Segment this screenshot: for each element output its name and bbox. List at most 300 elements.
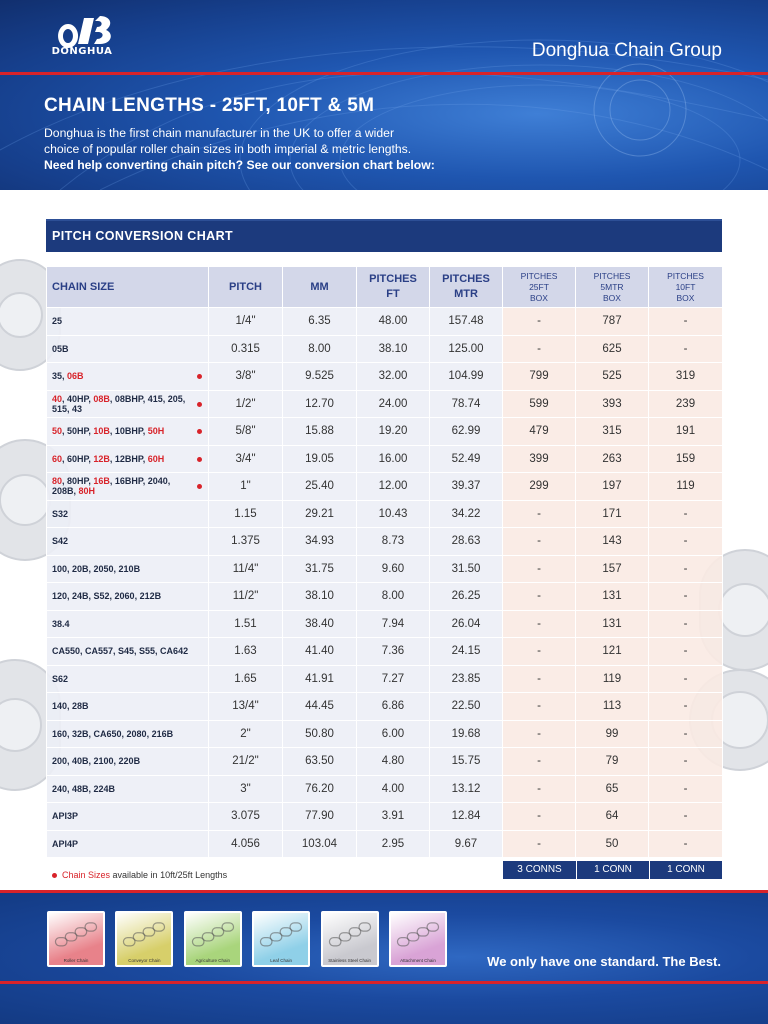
- chain-size-text: [52, 811, 208, 821]
- col-header-pitches-10ft-box: [649, 267, 723, 308]
- chain-size-highlight: 40: [52, 393, 63, 404]
- cell-b10: -: [649, 830, 723, 858]
- cell-mtr: 15.75: [430, 748, 503, 776]
- cell-mm: 6.35: [283, 308, 357, 336]
- cell-b5: 625: [576, 335, 649, 363]
- table-row: [47, 363, 723, 391]
- chain-size-highlight: 12B: [93, 453, 110, 464]
- col-header-25ft-line2: 25FT: [529, 281, 549, 292]
- cell-b10: 119: [649, 473, 723, 501]
- cell-b25: -: [503, 748, 576, 776]
- chain-link-icon: [359, 923, 371, 931]
- cell-pitch: 3": [209, 775, 283, 803]
- cell-b10: -: [649, 528, 723, 556]
- cell-mtr: 125.00: [430, 335, 503, 363]
- intro-line-2: choice of popular roller chain sizes in both imperial & metric lengths.: [44, 142, 412, 156]
- chain-size-text: [52, 646, 208, 656]
- chain-size-text: [52, 426, 208, 436]
- cell-chain-size: [47, 803, 209, 831]
- cell-pitch: 3/8": [209, 363, 283, 391]
- col-header-25ft-line3: BOX: [530, 292, 548, 303]
- cell-ft: 3.91: [357, 803, 430, 831]
- cell-b5: 263: [576, 445, 649, 473]
- cell-b25: -: [503, 610, 576, 638]
- cell-ft: 10.43: [357, 500, 430, 528]
- cell-mtr: 78.74: [430, 390, 503, 418]
- cell-ft: 6.00: [357, 720, 430, 748]
- cell-chain-size: [47, 583, 209, 611]
- chain-size-part: 100, 20B, 2050, 210B: [52, 563, 141, 574]
- cell-pitch: 1.15: [209, 500, 283, 528]
- cell-mtr: 24.15: [430, 638, 503, 666]
- cell-chain-size: [47, 830, 209, 858]
- cell-b10: -: [649, 720, 723, 748]
- col-header-pitches-ft-line1: PITCHES: [369, 273, 417, 285]
- cell-mm: 38.40: [283, 610, 357, 638]
- conns-5mtr: 1 CONN: [577, 861, 649, 879]
- cell-mm: 50.80: [283, 720, 357, 748]
- chain-size-text: [52, 344, 208, 354]
- chain-size-text: [52, 509, 208, 519]
- chain-size-part: 35,: [52, 371, 68, 382]
- cell-chain-size: [47, 555, 209, 583]
- product-thumbnail-label: Leaf Chain: [270, 958, 293, 963]
- cell-b5: 119: [576, 665, 649, 693]
- col-header-chain-size: CHAIN SIZE: [47, 267, 209, 308]
- cell-b10: -: [649, 308, 723, 336]
- chain-size-highlight: 16B: [93, 476, 110, 487]
- cell-b5: 315: [576, 418, 649, 446]
- cell-mtr: 157.48: [430, 308, 503, 336]
- chain-size-text: [52, 476, 208, 496]
- chain-link-icon: [153, 923, 165, 931]
- col-header-pitches-mtr-line2: MTR: [454, 288, 478, 300]
- cell-b5: 143: [576, 528, 649, 556]
- cell-pitch: 1": [209, 473, 283, 501]
- chain-size-highlight: 80: [52, 476, 63, 487]
- cell-ft: 8.73: [357, 528, 430, 556]
- chain-size-highlight: 80H: [78, 486, 96, 497]
- logo-text: DONGHUA: [51, 46, 113, 57]
- cell-b5: 65: [576, 775, 649, 803]
- cell-chain-size: [47, 363, 209, 391]
- col-header-pitches-mtr: [430, 267, 503, 308]
- chain-link-icon: [290, 923, 302, 931]
- cell-pitch: 1.65: [209, 665, 283, 693]
- chain-size-highlight: 50: [52, 426, 63, 437]
- cell-mtr: 23.85: [430, 665, 503, 693]
- chain-size-text: [52, 316, 208, 326]
- chain-size-text: [52, 756, 208, 766]
- chain-size-part: CA550, CA557, S45, S55, CA642: [52, 646, 189, 657]
- cell-mm: 31.75: [283, 555, 357, 583]
- cell-chain-size: [47, 473, 209, 501]
- cell-pitch: 4.056: [209, 830, 283, 858]
- cell-b25: -: [503, 335, 576, 363]
- col-header-pitches-mtr-line1: PITCHES: [442, 273, 490, 285]
- col-header-10ft-line3: BOX: [676, 292, 695, 303]
- cell-b25: -: [503, 830, 576, 858]
- cell-chain-size: [47, 748, 209, 776]
- cell-chain-size: [47, 610, 209, 638]
- table-row: [47, 720, 723, 748]
- cell-pitch: 11/4": [209, 555, 283, 583]
- product-thumbnail[interactable]: [389, 911, 447, 967]
- cell-ft: 7.94: [357, 610, 430, 638]
- cell-ft: 24.00: [357, 390, 430, 418]
- cell-ft: 7.27: [357, 665, 430, 693]
- cell-b25: 399: [503, 445, 576, 473]
- cell-b25: -: [503, 308, 576, 336]
- cell-b5: 99: [576, 720, 649, 748]
- cell-b5: 121: [576, 638, 649, 666]
- cell-chain-size: [47, 665, 209, 693]
- cell-mtr: 34.22: [430, 500, 503, 528]
- cell-mm: 38.10: [283, 583, 357, 611]
- cell-b25: -: [503, 528, 576, 556]
- product-thumbnail[interactable]: [47, 911, 105, 967]
- table-row: [47, 610, 723, 638]
- chain-size-highlight: 60H: [147, 453, 165, 464]
- chain-link-icon: [427, 923, 439, 931]
- cell-mm: 44.45: [283, 693, 357, 721]
- pitch-conversion-table: [46, 266, 723, 858]
- cell-chain-size: [47, 335, 209, 363]
- intro-text: [44, 125, 564, 173]
- cell-chain-size: [47, 693, 209, 721]
- cell-b10: -: [649, 775, 723, 803]
- cell-b10: -: [649, 638, 723, 666]
- cell-mm: 25.40: [283, 473, 357, 501]
- cell-mtr: 52.49: [430, 445, 503, 473]
- available-dot-icon: [197, 402, 202, 407]
- table-row: [47, 473, 723, 501]
- cell-pitch: 1/4": [209, 308, 283, 336]
- conns-10ft: 1 CONN: [650, 861, 722, 879]
- cell-ft: 4.00: [357, 775, 430, 803]
- cell-pitch: 0.315: [209, 335, 283, 363]
- table-row: [47, 390, 723, 418]
- chain-size-part: , 12BHP,: [109, 453, 148, 464]
- chart-heading-bar: [46, 219, 722, 252]
- cell-b5: 157: [576, 555, 649, 583]
- table-row: [47, 445, 723, 473]
- table-row: [47, 748, 723, 776]
- chain-size-text: [52, 564, 208, 574]
- header-red-line: [0, 72, 768, 75]
- cell-mm: 41.40: [283, 638, 357, 666]
- chain-size-part: 25: [52, 316, 63, 327]
- product-thumbnail-label: Conveyor Chain: [128, 958, 161, 963]
- cell-mtr: 12.84: [430, 803, 503, 831]
- table-row: [47, 693, 723, 721]
- chain-size-part: 05B: [52, 343, 69, 354]
- cell-ft: 16.00: [357, 445, 430, 473]
- cell-chain-size: [47, 775, 209, 803]
- legend-note: [52, 870, 227, 880]
- conns-25ft: 3 CONNS: [503, 861, 576, 879]
- cell-pitch: 1/2": [209, 390, 283, 418]
- cell-mm: 77.90: [283, 803, 357, 831]
- chain-size-text: [52, 371, 208, 381]
- cell-ft: 7.36: [357, 638, 430, 666]
- cell-chain-size: [47, 720, 209, 748]
- cell-b10: -: [649, 583, 723, 611]
- chain-size-text: [52, 784, 208, 794]
- table-row: [47, 335, 723, 363]
- cell-b10: 191: [649, 418, 723, 446]
- cell-ft: 12.00: [357, 473, 430, 501]
- cell-b5: 525: [576, 363, 649, 391]
- product-thumbnail-label: Stainless Steel Chain: [328, 958, 371, 963]
- product-thumbnail-label: Roller Chain: [63, 958, 89, 963]
- cell-b10: -: [649, 555, 723, 583]
- cell-mm: 41.91: [283, 665, 357, 693]
- cell-b5: 131: [576, 610, 649, 638]
- cell-mtr: 9.67: [430, 830, 503, 858]
- chain-product-icon: [186, 913, 240, 959]
- chain-product-icon: [117, 913, 171, 959]
- table-row: [47, 500, 723, 528]
- chain-size-highlight: 60: [52, 453, 63, 464]
- cell-mtr: 104.99: [430, 363, 503, 391]
- cell-b25: -: [503, 555, 576, 583]
- cell-mtr: 19.68: [430, 720, 503, 748]
- cell-ft: 48.00: [357, 308, 430, 336]
- cell-mm: 103.04: [283, 830, 357, 858]
- cell-ft: 19.20: [357, 418, 430, 446]
- chain-size-part: 200, 40B, 2100, 220B: [52, 756, 141, 767]
- cell-mtr: 39.37: [430, 473, 503, 501]
- cell-chain-size: [47, 445, 209, 473]
- chain-size-part: , 40HP,: [62, 393, 94, 404]
- chain-size-part: 120, 24B, S52, 2060, 212B: [52, 591, 162, 602]
- chain-size-part: API3P: [52, 811, 79, 822]
- cell-ft: 6.86: [357, 693, 430, 721]
- table-row: [47, 308, 723, 336]
- cell-mtr: 22.50: [430, 693, 503, 721]
- chain-size-part: , 08BHP, 415, 205, 515, 43: [52, 393, 186, 414]
- cell-pitch: 21/2": [209, 748, 283, 776]
- cell-b25: 479: [503, 418, 576, 446]
- col-header-pitches-25ft-box: [503, 267, 576, 308]
- col-header-25ft-line1: PITCHES: [520, 270, 558, 281]
- cell-b10: -: [649, 610, 723, 638]
- product-thumbnail-label: Attachment Chain: [400, 958, 436, 963]
- col-header-pitches-ft-line2: FT: [386, 288, 400, 300]
- cell-mm: 12.70: [283, 390, 357, 418]
- cell-mtr: 62.99: [430, 418, 503, 446]
- cell-b25: -: [503, 693, 576, 721]
- table-row: [47, 583, 723, 611]
- col-header-5mtr-line1: PITCHES: [593, 270, 631, 281]
- cell-b10: -: [649, 693, 723, 721]
- col-header-10ft-line2: 10FT: [675, 281, 696, 292]
- table-row: [47, 638, 723, 666]
- footer-banner: [0, 890, 768, 1024]
- cell-b5: 787: [576, 308, 649, 336]
- cell-b5: 171: [576, 500, 649, 528]
- chain-size-highlight: 08B: [93, 393, 110, 404]
- product-thumbnail[interactable]: [252, 911, 310, 967]
- table-row: [47, 803, 723, 831]
- table-row: [47, 665, 723, 693]
- col-header-5mtr-line3: BOX: [603, 292, 621, 303]
- table-row: [47, 555, 723, 583]
- cell-mtr: 26.04: [430, 610, 503, 638]
- chain-size-part: 140, 28B: [52, 701, 89, 712]
- chain-size-highlight: 06B: [67, 371, 84, 382]
- cell-mtr: 13.12: [430, 775, 503, 803]
- cell-ft: 2.95: [357, 830, 430, 858]
- footer-red-line-bottom: [0, 981, 768, 984]
- col-header-mm: MM: [283, 267, 357, 308]
- footer-red-line-top: [0, 890, 768, 893]
- cell-b10: -: [649, 500, 723, 528]
- available-dot-icon: [197, 457, 202, 462]
- cell-ft: 38.10: [357, 335, 430, 363]
- col-header-10ft-line1: PITCHES: [667, 270, 704, 281]
- cell-mm: 9.525: [283, 363, 357, 391]
- cell-b25: -: [503, 720, 576, 748]
- chain-size-part: , 50HP,: [62, 426, 94, 437]
- cell-mtr: 31.50: [430, 555, 503, 583]
- cell-b25: -: [503, 775, 576, 803]
- cell-chain-size: [47, 308, 209, 336]
- table-header-row: [47, 267, 723, 308]
- cell-pitch: 1.63: [209, 638, 283, 666]
- cell-b5: 50: [576, 830, 649, 858]
- table-row: [47, 830, 723, 858]
- cell-mtr: 26.25: [430, 583, 503, 611]
- chain-size-part: S42: [52, 536, 69, 547]
- chart-heading: PITCH CONVERSION CHART: [52, 229, 234, 243]
- chain-size-text: [52, 839, 208, 849]
- cell-mm: 29.21: [283, 500, 357, 528]
- product-thumbnail[interactable]: [321, 911, 379, 967]
- cell-b10: 159: [649, 445, 723, 473]
- table-row: [47, 775, 723, 803]
- chain-size-text: [52, 701, 208, 711]
- table-row: [47, 418, 723, 446]
- group-name: Donghua Chain Group: [531, 40, 722, 61]
- chain-size-part: , 60HP,: [62, 453, 94, 464]
- product-thumbnail-label: Agriculture Chain: [195, 958, 231, 963]
- tagline: We only have one standard. The Best.: [487, 954, 721, 969]
- cell-mtr: 28.63: [430, 528, 503, 556]
- cell-b10: -: [649, 665, 723, 693]
- cell-chain-size: [47, 500, 209, 528]
- chain-product-icon: [254, 913, 308, 959]
- cell-ft: 8.00: [357, 583, 430, 611]
- cell-chain-size: [47, 528, 209, 556]
- cell-b25: -: [503, 638, 576, 666]
- cell-ft: 32.00: [357, 363, 430, 391]
- product-thumbnail[interactable]: [115, 911, 173, 967]
- legend-dot-icon: [52, 873, 57, 878]
- cell-chain-size: [47, 390, 209, 418]
- cell-b25: -: [503, 803, 576, 831]
- cell-ft: 9.60: [357, 555, 430, 583]
- chain-link-icon: [222, 923, 234, 931]
- cell-mm: 63.50: [283, 748, 357, 776]
- chain-size-text: [52, 454, 208, 464]
- chain-size-part: S32: [52, 508, 69, 519]
- chain-size-part: , 80HP,: [62, 476, 94, 487]
- cell-b25: 599: [503, 390, 576, 418]
- chain-size-text: [52, 729, 208, 739]
- cell-b10: 319: [649, 363, 723, 391]
- cell-b5: 197: [576, 473, 649, 501]
- product-thumbnail[interactable]: [184, 911, 242, 967]
- chain-size-part: 38.4: [52, 618, 70, 629]
- legend-text: available in 10ft/25ft Lengths: [110, 870, 228, 880]
- chain-size-text: [52, 619, 208, 629]
- chain-size-part: API4P: [52, 838, 79, 849]
- cell-mm: 8.00: [283, 335, 357, 363]
- table-body: [47, 308, 723, 858]
- chain-size-part: 160, 32B, CA650, 2080, 216B: [52, 728, 174, 739]
- cell-b5: 113: [576, 693, 649, 721]
- chain-size-highlight: 50H: [147, 426, 165, 437]
- cell-b25: -: [503, 583, 576, 611]
- cell-b25: 799: [503, 363, 576, 391]
- chain-product-icon: [391, 913, 445, 959]
- col-header-pitches-5mtr-box: [576, 267, 649, 308]
- chain-size-text: [52, 591, 208, 601]
- cell-b5: 79: [576, 748, 649, 776]
- cell-pitch: 1.51: [209, 610, 283, 638]
- cell-pitch: 5/8": [209, 418, 283, 446]
- cell-chain-size: [47, 638, 209, 666]
- cell-b25: -: [503, 665, 576, 693]
- table-row: [47, 528, 723, 556]
- chain-size-text: [52, 536, 208, 546]
- cell-b5: 131: [576, 583, 649, 611]
- legend-red-text: Chain Sizes: [62, 870, 111, 880]
- chain-size-text: [52, 394, 208, 414]
- cell-mm: 19.05: [283, 445, 357, 473]
- chain-size-part: , 10BHP,: [109, 426, 148, 437]
- cell-b10: 239: [649, 390, 723, 418]
- cell-pitch: 2": [209, 720, 283, 748]
- cell-pitch: 13/4": [209, 693, 283, 721]
- intro-bold-line: Need help converting chain pitch? See our conversion chart below:: [44, 158, 435, 172]
- intro-line-1: Donghua is the first chain manufacturer in the UK to offer a wider: [44, 126, 395, 140]
- cell-mm: 76.20: [283, 775, 357, 803]
- cell-b25: 299: [503, 473, 576, 501]
- cell-chain-size: [47, 418, 209, 446]
- chain-size-part: , 16BHP, 2040, 208B,: [52, 476, 171, 497]
- col-header-pitch: PITCH: [209, 267, 283, 308]
- cell-b25: -: [503, 500, 576, 528]
- cell-b5: 393: [576, 390, 649, 418]
- cell-pitch: 3.075: [209, 803, 283, 831]
- header-banner: [0, 0, 768, 190]
- cell-b10: -: [649, 748, 723, 776]
- cell-mm: 15.88: [283, 418, 357, 446]
- col-header-5mtr-line2: 5MTR: [600, 281, 624, 292]
- cell-mm: 34.93: [283, 528, 357, 556]
- cell-pitch: 1.375: [209, 528, 283, 556]
- cell-ft: 4.80: [357, 748, 430, 776]
- chain-product-icon: [323, 913, 377, 959]
- chain-link-icon: [85, 923, 97, 931]
- cell-b10: -: [649, 803, 723, 831]
- cell-pitch: 11/2": [209, 583, 283, 611]
- cell-b10: -: [649, 335, 723, 363]
- chain-product-icon: [49, 913, 103, 959]
